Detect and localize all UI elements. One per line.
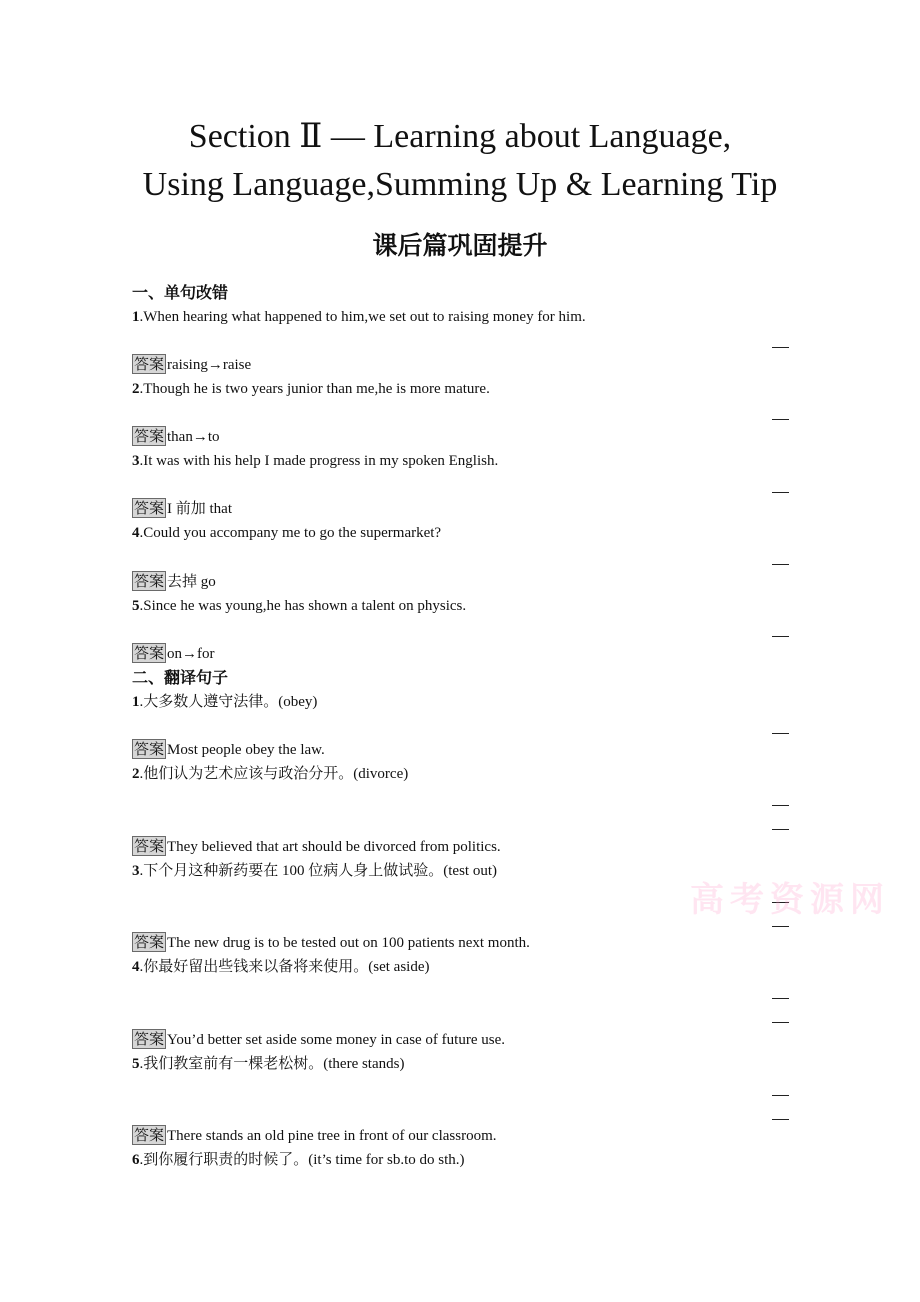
document-title-line1: Section Ⅱ — Learning about Language,	[188, 118, 732, 155]
question-number: 5	[132, 1056, 140, 1072]
answer-blank-line	[772, 1095, 789, 1096]
question-number: 1	[132, 309, 140, 325]
answer-badge[interactable]: 答案	[134, 933, 165, 951]
question-number: 2	[132, 766, 140, 782]
answer-blank-line	[772, 926, 789, 927]
question-text: .大多数人遵守法律。(obey)	[139, 694, 318, 710]
question-text: .他们认为艺术应该与政治分开。(divorce)	[139, 766, 409, 782]
s1-question-2	[132, 378, 490, 400]
question-number: 1	[132, 694, 140, 710]
answer-badge[interactable]: 答案	[134, 1030, 165, 1048]
answer-text: on→for	[167, 646, 215, 662]
watermark: 高考资源网	[690, 880, 890, 920]
answer-text: You’d better set aside some money in case of future use.	[167, 1032, 505, 1048]
s2-question-1	[132, 691, 317, 713]
question-text: .Since he was young,he has shown a talent on physics.	[139, 598, 467, 614]
answer-badge[interactable]: 答案	[134, 837, 165, 855]
question-number: 4	[132, 959, 140, 975]
answer-badge[interactable]: 答案	[134, 572, 165, 590]
s2-question-5	[132, 1053, 404, 1075]
question-number: 5	[132, 598, 140, 614]
answer-badge[interactable]: 答案	[134, 644, 165, 662]
s1-question-3	[132, 450, 498, 472]
s1-answer-1	[132, 354, 251, 376]
question-number: 4	[132, 525, 140, 541]
question-text: .到你履行职责的时候了。(it’s time for sb.to do sth.)	[139, 1152, 465, 1168]
answer-blank-line	[772, 419, 789, 420]
document-title-line2: Using Language,Summing Up & Learning Tip	[142, 166, 778, 203]
question-text: .下个月这种新药要在 100 位病人身上做试验。(test out)	[139, 863, 497, 879]
answer-text: The new drug is to be tested out on 100 patients next month.	[167, 935, 530, 951]
answer-badge[interactable]: 答案	[134, 499, 165, 517]
answer-text: Most people obey the law.	[167, 742, 325, 758]
question-text: .It was with his help I made progress in my spoken English.	[139, 453, 499, 469]
s2-answer-2	[132, 836, 501, 858]
s2-answer-1	[132, 739, 325, 761]
answer-badge[interactable]: 答案	[134, 427, 165, 445]
s2-answer-3	[132, 932, 530, 954]
answer-text: There stands an old pine tree in front of our classroom.	[167, 1128, 497, 1144]
answer-blank-line	[772, 829, 789, 830]
question-text: .Though he is two years junior than me,he is more mature.	[139, 381, 490, 397]
s1-answer-4	[132, 571, 216, 593]
answer-text: 去掉 go	[167, 574, 216, 590]
s2-answer-5	[132, 1125, 497, 1147]
answer-badge[interactable]: 答案	[134, 1126, 165, 1144]
answer-badge[interactable]: 答案	[134, 355, 165, 373]
answer-blank-line	[772, 1119, 789, 1120]
answer-text: than→to	[167, 429, 220, 445]
s1-question-1	[132, 306, 586, 328]
answer-blank-line	[772, 1022, 789, 1023]
s2-question-4	[132, 956, 429, 978]
question-number: 2	[132, 381, 140, 397]
s2-question-3	[132, 860, 497, 882]
answer-blank-line	[772, 492, 789, 493]
s1-answer-3	[132, 498, 232, 520]
s1-answer-5	[132, 643, 215, 665]
s2-question-6	[132, 1149, 465, 1171]
question-text: .When hearing what happened to him,we set out to raising money for him.	[139, 309, 586, 325]
answer-blank-line	[772, 733, 789, 734]
answer-text: raising→raise	[167, 357, 252, 373]
answer-blank-line	[772, 347, 789, 348]
question-number: 6	[132, 1152, 140, 1168]
s1-question-4	[132, 522, 441, 544]
document-subtitle: 课后篇巩固提升	[372, 231, 548, 260]
question-number: 3	[132, 863, 140, 879]
s1-answer-2	[132, 426, 220, 448]
question-text: .Could you accompany me to go the supermarket?	[139, 525, 442, 541]
answer-blank-line	[772, 564, 789, 565]
question-number: 3	[132, 453, 140, 469]
question-text: .我们教室前有一棵老松树。(there stands)	[139, 1056, 405, 1072]
answer-blank-line	[772, 998, 789, 999]
answer-badge[interactable]: 答案	[134, 740, 165, 758]
answer-blank-line	[772, 805, 789, 806]
answer-text: They believed that art should be divorced from politics.	[167, 839, 501, 855]
s2-question-2	[132, 763, 408, 785]
s1-question-5	[132, 595, 466, 617]
section1-heading: 一、单句改错	[132, 283, 229, 302]
s2-answer-4	[132, 1029, 505, 1051]
answer-text: I 前加 that	[167, 501, 233, 517]
question-text: .你最好留出些钱来以备将来使用。(set aside)	[139, 959, 430, 975]
answer-blank-line	[772, 636, 789, 637]
section2-heading: 二、翻译句子	[132, 668, 229, 687]
